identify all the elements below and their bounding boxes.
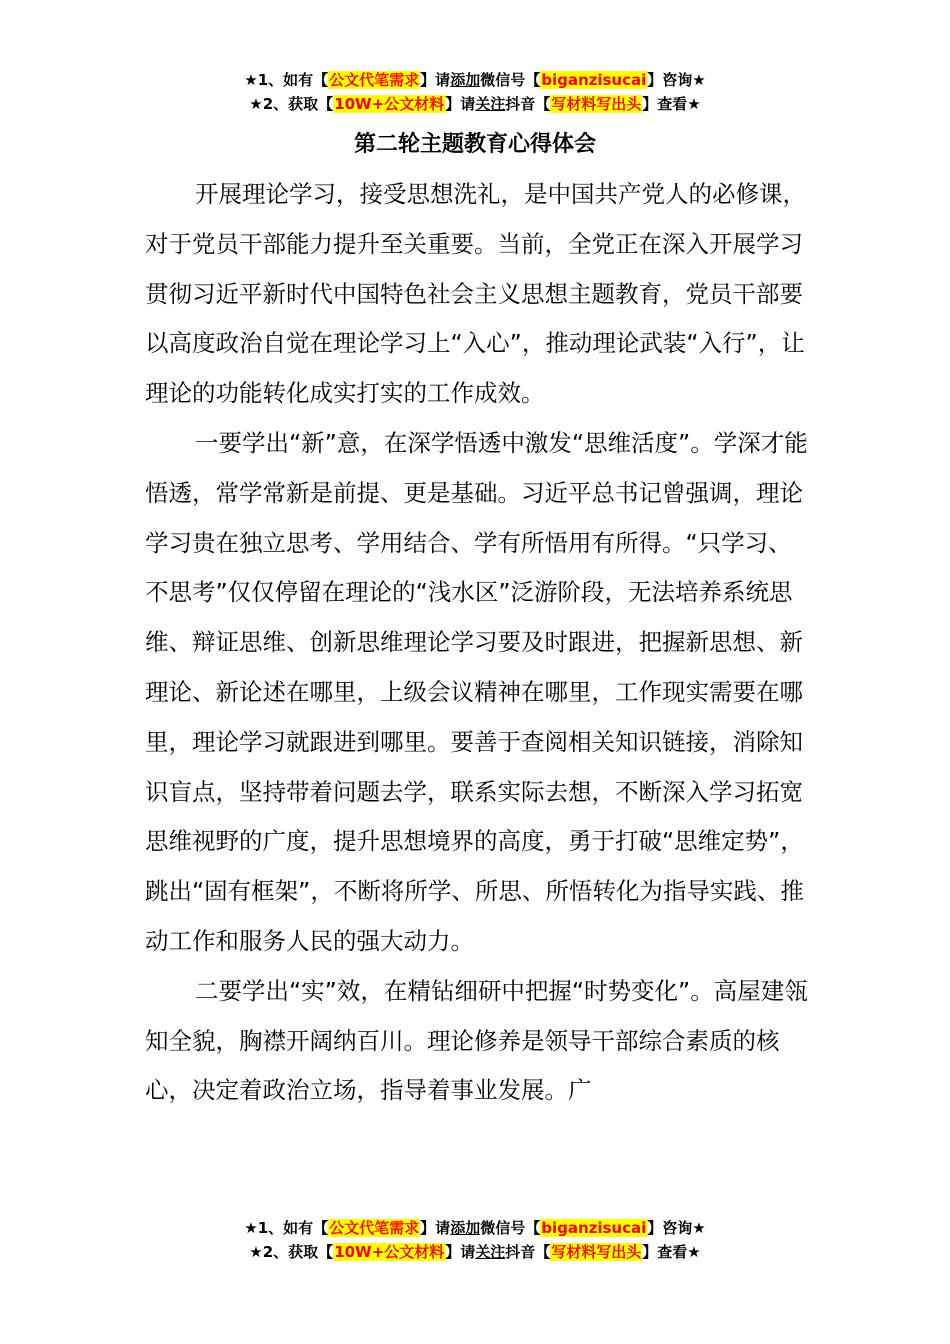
paragraph: 开展理论学习，接受思想洗礼，是中国共产党人的必修课，对于党员干部能力提升至关重要。当前，全党正在深入开展学习贯彻习近平新时代中国特色社会主义思想主题教育，党员干部要以高度政治自觉在理论学习上“入心”，推动理论武装“入行”，让理论的功能转化成实打实的工作成效。 xyxy=(145,180,806,408)
document-title: 第二轮主题教育心得体会 xyxy=(353,132,596,157)
footer-banner xyxy=(0,1216,950,1264)
materials-highlight: 10W+公文材料 xyxy=(334,1243,445,1261)
header-banner-line-1: ★1、如有【公文代笔需求】请添加微信号【biganzisucai】咨询★ xyxy=(244,71,706,89)
service-highlight: 公文代笔需求 xyxy=(329,1219,420,1237)
header-banner-line-2: ★2、获取【10W+公文材料】请关注抖音【写材料写出头】查看★ xyxy=(249,95,701,113)
wechat-id-highlight: biganzisucai xyxy=(541,71,647,89)
materials-highlight: 10W+公文材料 xyxy=(334,95,445,113)
wechat-id-highlight: biganzisucai xyxy=(541,1219,647,1237)
document-body xyxy=(145,170,813,1116)
header-banner xyxy=(0,68,950,116)
service-highlight: 公文代笔需求 xyxy=(329,71,420,89)
douyin-account-highlight: 写材料写出头 xyxy=(551,1243,642,1261)
douyin-account-highlight: 写材料写出头 xyxy=(551,95,642,113)
paragraph: 二要学出“实”效，在精钻细研中把握“时势变化”。高屋建瓴知全貌，胸襟开阔纳百川。理论修养是领导干部综合素质的核心，决定着政治立场，指导着事业发展。广 xyxy=(145,976,808,1105)
footer-banner-line-1: ★1、如有【公文代笔需求】请添加微信号【biganzisucai】咨询★ xyxy=(244,1219,706,1237)
paragraph: 一要学出“新”意，在深学悟透中激发“思维活度”。学深才能悟透，常学常新是前提、更是基础。习近平总书记曾强调，理论学习贵在独立思考、学用结合、学有所悟用有所得。“只学习、不思考”仅仅停留在理论的“浅水区”泛游阶段，无法培养系统思维、辩证思维、创新思维理论学习要及时跟进，把握新思想、新理论、新论述在哪里，上级会议精神在哪里，工作现实需要在哪里，理论学习就跟进到哪里。要善于查阅相关知识链接，消除知识盲点，坚持带着问题去学，联系实际去想，不断深入学习拓宽思维视野的广度，提升思想境界的高度，勇于打破“思维定势”，跳出“固有框架”，不断将所学、所思、所悟转化为指导实践、推动工作和服务人民的强大动力。 xyxy=(145,428,808,955)
footer-banner-line-2: ★2、获取【10W+公文材料】请关注抖音【写材料写出头】查看★ xyxy=(249,1243,701,1261)
